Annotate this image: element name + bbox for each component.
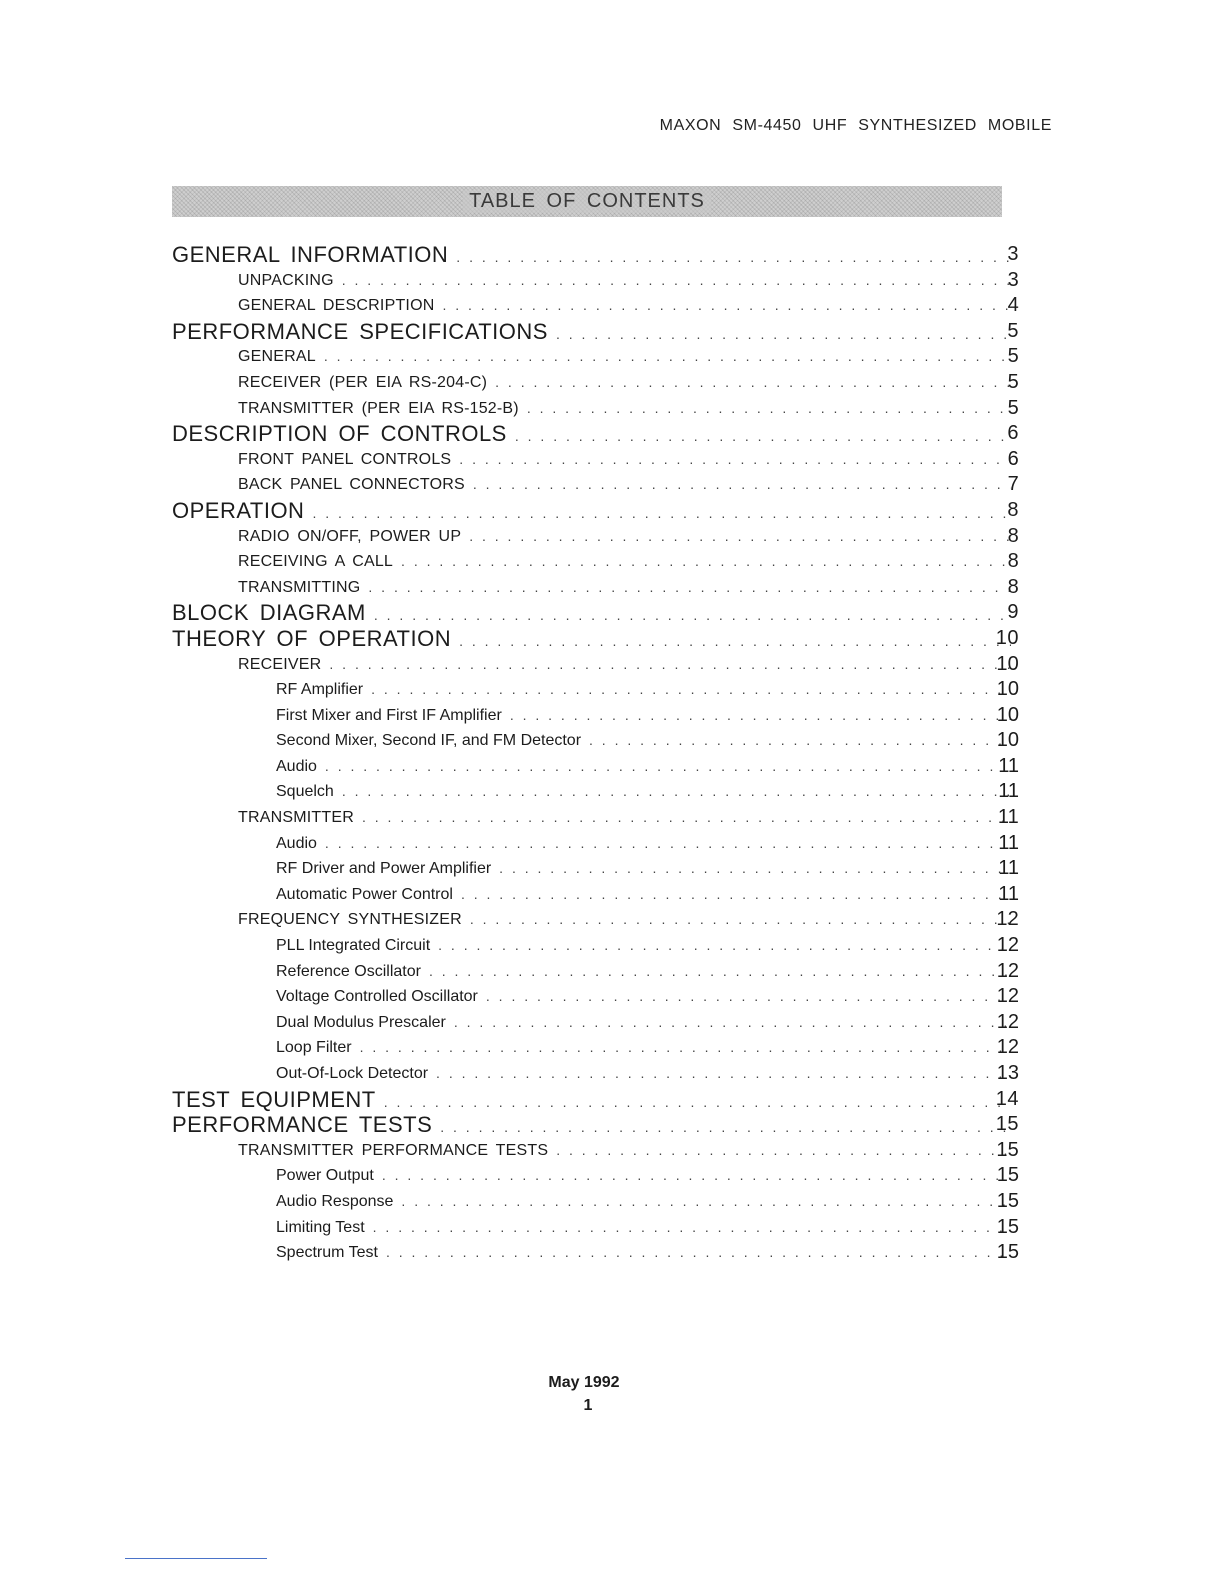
dot-leader	[325, 754, 1011, 780]
dot-leader	[324, 344, 1011, 370]
toc-entry[interactable]	[0, 1138, 1224, 1164]
toc-entry[interactable]	[0, 549, 1224, 575]
toc-entry[interactable]	[0, 421, 1224, 447]
toc-entry[interactable]	[0, 984, 1224, 1010]
toc-entry[interactable]	[0, 242, 1224, 268]
toc-entry-label: First Mixer and First IF Amplifier	[276, 706, 502, 724]
dot-leader	[382, 1163, 1011, 1189]
toc-entry-label: RF Driver and Power Amplifier	[276, 860, 492, 878]
dot-leader	[342, 268, 1011, 294]
toc-entry-label: Voltage Controlled Oscillator	[276, 988, 478, 1006]
toc-entry-label: TRANSMITTER PERFORMANCE TESTS	[238, 1141, 549, 1159]
dot-leader	[454, 1010, 1011, 1036]
toc-entry-label: Squelch	[276, 783, 334, 801]
toc-entry[interactable]	[0, 703, 1224, 729]
toc-entry-label: TEST EQUIPMENT	[172, 1086, 376, 1112]
toc-entry-page: 15	[996, 1215, 1019, 1238]
dot-leader	[401, 1189, 1011, 1215]
toc-entry-label: UNPACKING	[238, 271, 334, 289]
dot-leader	[461, 882, 1011, 908]
dot-leader	[469, 524, 1011, 550]
toc-entry-label: RECEIVER (PER EIA RS-204-C)	[238, 373, 488, 391]
toc-entry-page: 12	[996, 985, 1019, 1008]
toc-entry-page: 8	[1007, 550, 1019, 573]
toc-entry-page: 9	[1007, 601, 1019, 624]
toc-entry-page: 11	[998, 857, 1019, 880]
dot-leader	[442, 293, 1011, 319]
toc-entry-page: 8	[1007, 524, 1019, 547]
toc-entry-label: Out-Of-Lock Detector	[276, 1065, 429, 1082]
toc-entry-page: 15	[995, 1113, 1019, 1136]
toc-entry-page: 11	[998, 754, 1019, 777]
toc-entry-page: 15	[996, 1241, 1019, 1264]
toc-entry[interactable]	[0, 831, 1224, 857]
dot-leader	[499, 856, 1011, 882]
toc-entry-label: RECEIVER	[238, 655, 322, 673]
dot-leader	[436, 1061, 1011, 1087]
toc-entry[interactable]	[0, 575, 1224, 601]
dot-leader	[459, 447, 1011, 473]
toc-entry-page: 10	[996, 652, 1019, 675]
toc-entry-page: 11	[997, 806, 1019, 829]
toc-entry[interactable]	[0, 447, 1224, 473]
toc-entry[interactable]	[0, 268, 1224, 294]
toc-entry-page: 12	[996, 934, 1019, 957]
toc-entry[interactable]	[0, 1240, 1224, 1266]
toc-entry-page: 3	[1007, 243, 1019, 265]
dot-leader	[371, 677, 1011, 703]
toc-entry-label: Second Mixer, Second IF, and FM Detector	[276, 732, 582, 750]
toc-entry[interactable]	[0, 1215, 1224, 1241]
toc-entry[interactable]	[0, 370, 1224, 396]
toc-entry-page: 15	[996, 1138, 1019, 1161]
dot-leader	[362, 805, 1011, 831]
toc-entry-page: 6	[1007, 422, 1019, 445]
toc-entry-label: Dual Modulus Prescaler	[276, 1013, 446, 1031]
running-header: MAXON SM-4450 UHF SYNTHESIZED MOBILE	[659, 117, 1052, 134]
toc-entry[interactable]	[0, 524, 1224, 550]
dot-leader	[527, 396, 1011, 422]
toc-entry-label: FREQUENCY SYNTHESIZER	[238, 911, 462, 929]
dot-leader	[386, 1240, 1011, 1266]
dot-leader	[473, 472, 1011, 498]
dot-leader	[373, 1215, 1011, 1241]
toc-entry-label: BACK PANEL CONNECTORS	[238, 476, 465, 494]
toc-entry-page: 3	[1007, 268, 1019, 291]
toc-entry-label: Automatic Power Control	[276, 885, 453, 903]
toc-entry-page: 12	[996, 1036, 1019, 1059]
toc-entry-label: Audio	[276, 757, 317, 775]
toc-entry-label: PERFORMANCE SPECIFICATIONS	[172, 318, 548, 344]
toc-entry-label: GENERAL DESCRIPTION	[238, 297, 435, 315]
dot-leader	[438, 933, 1011, 959]
toc-entry-label: Limiting Test	[276, 1218, 365, 1236]
toc-entry-page: 12	[996, 1010, 1019, 1033]
toc-entry-page: 13	[996, 1062, 1019, 1084]
toc-entry[interactable]	[0, 779, 1224, 805]
toc-entry-label: TRANSMITTING	[238, 578, 361, 596]
toc-entry-label: Spectrum Test	[276, 1244, 378, 1262]
toc-entry-page: 11	[998, 882, 1019, 905]
dot-leader	[360, 1035, 1011, 1061]
toc-entry-label: PLL Integrated Circuit	[276, 937, 431, 955]
toc-entry-label: GENERAL	[238, 348, 316, 366]
page-number: 1	[583, 1397, 593, 1414]
toc-entry-label: Loop Filter	[276, 1039, 352, 1057]
toc-entry-page: 5	[1007, 319, 1019, 342]
toc-entry[interactable]	[0, 677, 1224, 703]
toc-entry[interactable]	[0, 1163, 1224, 1189]
toc-entry[interactable]	[0, 1189, 1224, 1215]
table-of-contents	[0, 242, 1224, 1266]
toc-entry[interactable]	[0, 1035, 1224, 1061]
toc-entry[interactable]	[0, 907, 1224, 933]
toc-entry[interactable]	[0, 856, 1224, 882]
toc-entry[interactable]	[0, 498, 1224, 524]
toc-entry-label: BLOCK DIAGRAM	[172, 600, 366, 626]
toc-entry[interactable]	[0, 728, 1224, 754]
dot-leader	[429, 959, 1011, 985]
toc-entry-label: RADIO ON/OFF, POWER UP	[238, 527, 462, 545]
toc-entry-page: 5	[1007, 370, 1019, 393]
toc-banner	[172, 186, 1002, 217]
dot-leader	[342, 779, 1011, 805]
toc-entry[interactable]	[0, 1112, 1224, 1138]
toc-entry[interactable]	[0, 652, 1224, 678]
toc-entry-label: RF Amplifier	[276, 681, 364, 699]
dot-leader	[486, 984, 1011, 1010]
toc-entry-page: 15	[996, 1164, 1019, 1187]
toc-entry[interactable]	[0, 1087, 1224, 1113]
toc-entry-page: 10	[996, 678, 1019, 701]
dot-leader	[401, 549, 1011, 575]
footer-date: May 1992	[548, 1374, 620, 1391]
toc-entry-label: TRANSMITTER	[238, 809, 354, 827]
toc-entry[interactable]	[0, 472, 1224, 498]
toc-entry-label: TRANSMITTER (PER EIA RS-152-B)	[238, 399, 519, 417]
toc-entry-page: 10	[996, 703, 1019, 726]
toc-entry-page: 12	[996, 908, 1019, 931]
toc-entry[interactable]	[0, 396, 1224, 422]
toc-entry-page: 11	[998, 831, 1019, 854]
toc-entry-label: Audio	[276, 834, 317, 852]
toc-entry[interactable]	[0, 933, 1224, 959]
dot-leader	[329, 652, 1011, 678]
toc-entry-label: GENERAL INFORMATION	[172, 242, 449, 267]
toc-entry[interactable]	[0, 600, 1224, 626]
toc-entry-page: 5	[1007, 345, 1019, 368]
toc-entry[interactable]	[0, 344, 1224, 370]
toc-entry[interactable]	[0, 754, 1224, 780]
toc-entry-label: FRONT PANEL CONTROLS	[238, 450, 452, 468]
toc-entry[interactable]	[0, 319, 1224, 345]
dot-leader	[470, 907, 1011, 933]
toc-entry-page: 7	[1007, 473, 1019, 496]
toc-entry[interactable]	[0, 1061, 1224, 1087]
toc-entry-page: 6	[1007, 447, 1019, 470]
dot-leader	[368, 575, 1011, 601]
toc-entry-page: 4	[1007, 294, 1019, 317]
toc-entry-label: Power Output	[276, 1167, 374, 1185]
toc-entry[interactable]	[0, 805, 1224, 831]
dot-leader	[495, 370, 1011, 396]
toc-entry-label: THEORY OF OPERATION	[172, 625, 452, 651]
toc-entry-page: 12	[996, 959, 1019, 982]
toc-entry[interactable]	[0, 626, 1224, 652]
toc-entry[interactable]	[0, 959, 1224, 985]
toc-entry-page: 8	[1007, 498, 1019, 521]
toc-title: TABLE OF CONTENTS	[463, 190, 711, 213]
toc-entry-label: DESCRIPTION OF CONTROLS	[172, 421, 507, 447]
toc-entry-page: 11	[998, 780, 1019, 803]
dot-leader	[325, 831, 1011, 857]
toc-entry-page: 8	[1007, 575, 1019, 598]
bottom-rule	[125, 1558, 267, 1559]
toc-entry[interactable]	[0, 293, 1224, 319]
toc-entry[interactable]	[0, 1010, 1224, 1036]
toc-entry[interactable]	[0, 882, 1224, 908]
toc-entry-label: PERFORMANCE TESTS	[172, 1112, 433, 1138]
toc-entry-label: OPERATION	[172, 497, 305, 523]
toc-entry-label: Audio Response	[276, 1192, 394, 1210]
toc-entry-label: RECEIVING A CALL	[238, 553, 394, 571]
toc-entry-label: Reference Oscillator	[276, 962, 421, 980]
dot-leader	[510, 703, 1011, 729]
dot-leader	[556, 1138, 1011, 1164]
toc-entry-page: 5	[1007, 396, 1019, 419]
toc-entry-page: 15	[996, 1189, 1019, 1212]
toc-entry-page: 14	[995, 1087, 1019, 1110]
toc-entry-page: 10	[995, 626, 1019, 649]
toc-entry-page: 10	[996, 729, 1019, 752]
dot-leader	[589, 728, 1011, 754]
